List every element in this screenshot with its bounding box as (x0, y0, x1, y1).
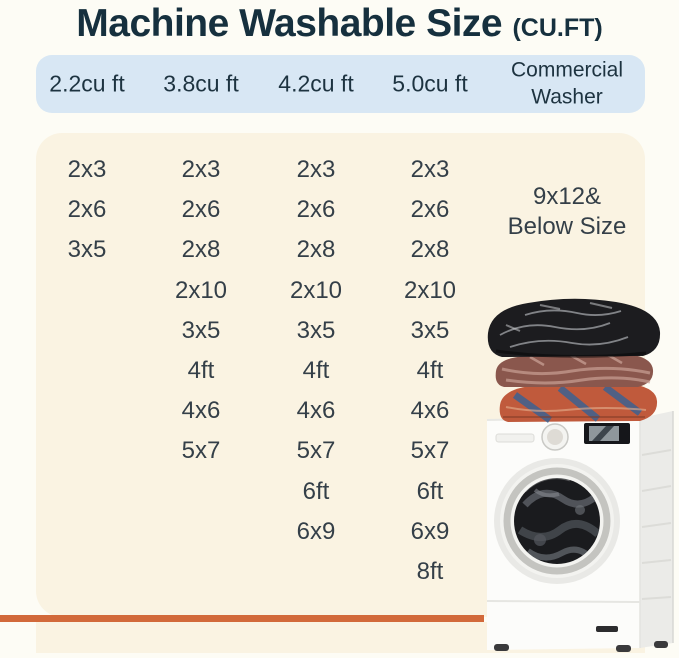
page-title (0, 2, 679, 46)
size-cell: 5x7 (181, 437, 221, 465)
orange-rug (500, 384, 657, 422)
header-2-2cuft: 2.2cu ft (49, 70, 125, 97)
washer-side-panel (640, 411, 673, 648)
size-cell: 4x6 (296, 397, 336, 425)
size-cell: 2x8 (296, 236, 336, 264)
washer-door (494, 458, 620, 584)
size-cell: 2x8 (410, 236, 450, 264)
size-cell: 2x3 (181, 156, 221, 183)
size-cell: 2x3 (296, 156, 336, 183)
orange-divider-line (0, 615, 484, 622)
size-cell: 8ft (416, 557, 444, 585)
size-cell: 5x7 (296, 437, 336, 465)
size-cell: 2x6 (67, 196, 107, 224)
header-5-0cuft: 5.0cu ft (392, 70, 468, 97)
size-cell: 3x5 (296, 316, 336, 344)
size-cell: 3x5 (410, 316, 450, 344)
capacity-header-bar (36, 55, 645, 113)
brown-rug (496, 354, 653, 387)
size-cell: 6ft (302, 477, 330, 505)
header-4-2cuft: 4.2cu ft (278, 70, 354, 97)
size-column-2-2cuft (27, 150, 147, 271)
black-rug (488, 299, 660, 357)
washer-illustration (440, 295, 679, 653)
size-cell: 4ft (416, 356, 444, 384)
washer-rugs-svg (440, 295, 679, 653)
size-cell: 3x5 (67, 236, 107, 264)
commercial-washer-note (487, 182, 647, 242)
size-cell: 4x6 (410, 397, 450, 425)
title-suffix: (CU.FT) (512, 14, 603, 42)
size-column-4-2cuft (256, 150, 376, 552)
detergent-drawer (496, 434, 534, 442)
size-cell: 2x3 (67, 156, 107, 183)
washer-display (584, 423, 630, 444)
size-cell: 6x9 (410, 517, 450, 545)
washer-knob (542, 424, 568, 450)
note-line-1: 9x12& (532, 183, 602, 210)
size-cell: 4x6 (181, 397, 221, 425)
size-cell: 2x10 (174, 276, 228, 304)
note-line-2: Below Size (507, 213, 627, 240)
size-cell: 2x6 (410, 196, 450, 224)
size-column-3-8cuft (141, 150, 261, 472)
rug-stack (488, 299, 660, 422)
size-cell: 5x7 (410, 437, 450, 465)
size-cell: 2x3 (410, 156, 450, 183)
size-cell: 2x8 (181, 236, 221, 264)
size-cell: 2x6 (181, 196, 221, 224)
kick-panel-line (487, 601, 640, 602)
size-cell: 2x10 (403, 276, 457, 304)
size-cell: 6x9 (296, 517, 336, 545)
size-cell: 6ft (416, 477, 444, 505)
header-3-8cuft: 3.8cu ft (163, 70, 239, 97)
size-cell: 3x5 (181, 316, 221, 344)
kick-panel-vent (596, 626, 618, 632)
size-cell: 2x10 (289, 276, 343, 304)
header-commercial-washer: Commercial Washer (510, 58, 623, 109)
title-main: Machine Washable Size (76, 2, 503, 45)
size-cell: 2x6 (296, 196, 336, 224)
size-cell: 4ft (187, 356, 215, 384)
size-cell: 4ft (302, 356, 330, 384)
